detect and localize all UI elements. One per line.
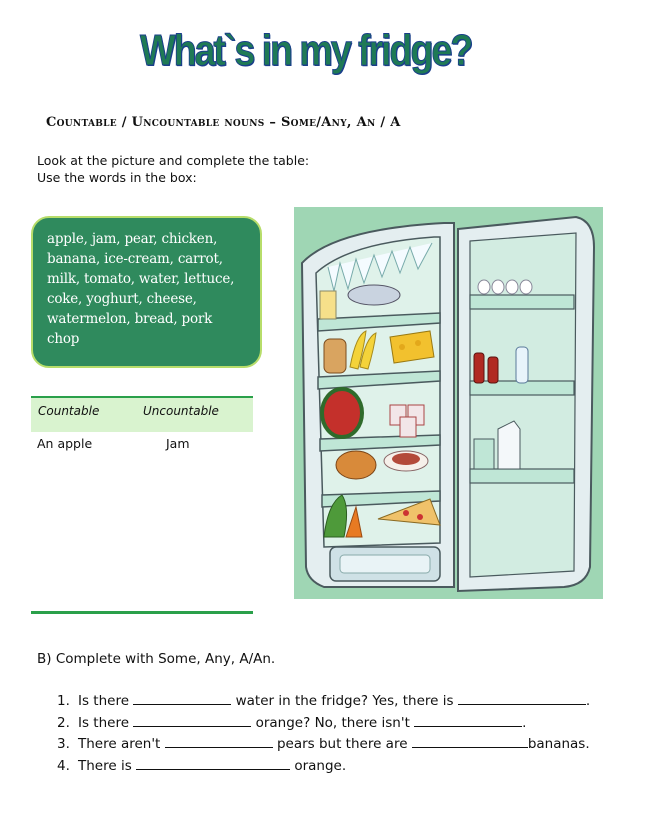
item-number: 1.: [57, 693, 70, 709]
cell-uncountable-1[interactable]: Jam: [166, 436, 190, 451]
cell-countable-1[interactable]: An apple: [37, 436, 93, 451]
noun-table: [31, 396, 253, 616]
word-box: apple, jam, pear, chicken, banana, ice-cream, carrot, milk, tomato, water, lettuce, coke, yoghurt, cheese, watermelon, bread, pork chop: [31, 216, 262, 368]
item-text-b: pears but there are: [272, 736, 412, 752]
item-text-b: orange.: [290, 757, 347, 774]
subtitle: Countable / Uncountable nouns – Some/Any, An / A: [46, 115, 401, 130]
answer-blank[interactable]: [412, 735, 528, 748]
answer-blank[interactable]: [133, 714, 251, 727]
table-bottom-rule: [31, 611, 253, 614]
answer-blank[interactable]: [165, 735, 273, 748]
page-title: What`s in my fridge?: [140, 26, 472, 75]
exercise-item-4: [57, 756, 590, 778]
instructions: [37, 152, 309, 186]
item-number: 3.: [57, 736, 70, 752]
header-uncountable: Uncountable: [143, 404, 219, 418]
instruction-line-1: Look at the picture and complete the table:: [37, 153, 310, 168]
item-text-c: .: [585, 693, 591, 709]
exercise-item-3: [57, 734, 590, 756]
item-text-c: .: [522, 714, 527, 731]
section-b-heading: B) Complete with Some, Any, A/An.: [37, 651, 276, 667]
header-countable: Countable: [38, 404, 100, 418]
item-number: 2.: [57, 714, 70, 731]
item-text-b: orange? No, there isn't: [251, 714, 415, 731]
item-text-a: Is there: [78, 714, 134, 731]
answer-blank[interactable]: [414, 714, 522, 727]
answer-blank[interactable]: [133, 692, 231, 705]
item-text-b: water in the fridge? Yes, there is: [231, 693, 458, 709]
instruction-line-2: Use the words in the box:: [37, 170, 197, 185]
table-header: [31, 398, 253, 432]
exercise-item-1: [57, 691, 590, 713]
item-text-a: There is: [78, 757, 137, 774]
item-text-c: bananas.: [527, 736, 590, 752]
item-text-a: Is there: [78, 693, 134, 709]
exercise-item-2: [57, 713, 590, 735]
fridge-illustration: [294, 207, 603, 599]
exercise-list: [57, 691, 590, 777]
item-number: 4.: [57, 757, 70, 774]
answer-blank[interactable]: [136, 757, 290, 770]
answer-blank[interactable]: [458, 692, 586, 705]
item-text-a: There aren't: [78, 736, 165, 752]
